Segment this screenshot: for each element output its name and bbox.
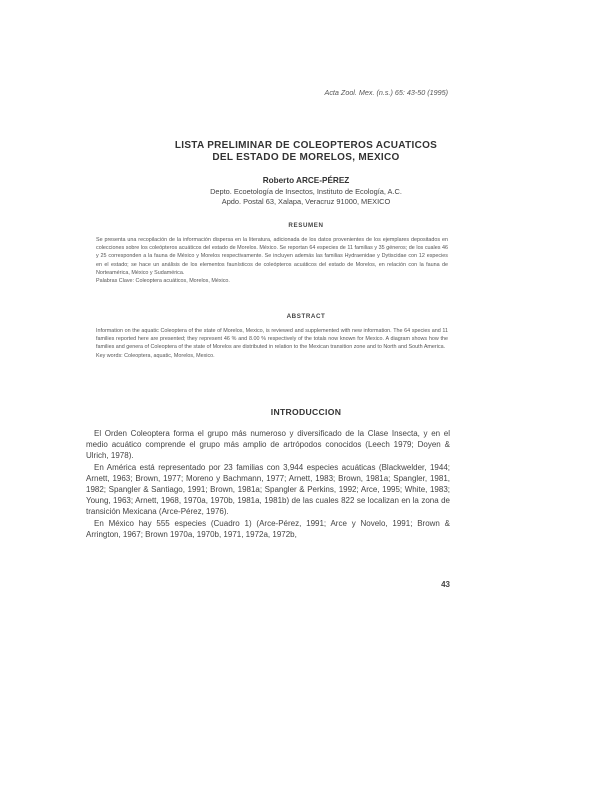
- intro-paragraph-1: El Orden Coleoptera forma el grupo más numeroso y diversificado de la Clase Insecta, y en el medio acuático comprende el grupo más amplio de artrópodos conocidos (Leech 1979; Doyen & Ulrich, 1978).: [86, 429, 450, 461]
- resumen-keywords: Palabras Clave: Coleoptera acuáticos, Morelos, México.: [96, 278, 230, 285]
- abstract-heading: ABSTRACT: [286, 313, 326, 320]
- title-line-2: DEL ESTADO DE MORELOS, MEXICO: [212, 152, 400, 163]
- resumen-heading: RESUMEN: [288, 222, 324, 229]
- author-affiliation: [90, 187, 522, 207]
- introduction-body: [86, 428, 450, 540]
- abstract-text: Information on the aquatic Coleoptera of the state of Morelos, Mexico, is reviewed and supplemented with new information. The 64 species and 11 families reported here are presented; they represent 46 % and 8.00 % respectively of the totals now known for Mexico. A diagram shows how the families and genera of Coleoptera of the state of Morelos are distributed in relation to the Mexican transition zone and to North and South America.: [96, 328, 448, 351]
- intro-paragraph-3: En México hay 555 especies (Cuadro 1) (Arce-Pérez, 1991; Arce y Novelo, 1991; Brown & Arrington, 1967; Brown 1970a, 1970b, 1971, 1972a, 1972b,: [86, 518, 450, 539]
- introduction-heading: INTRODUCCION: [270, 407, 342, 417]
- abstract-block: [96, 327, 448, 360]
- abstract-keywords: Key words: Coleoptera, aquatic, Morelos, Mexico.: [96, 352, 215, 359]
- article-title: [90, 140, 522, 164]
- author-name: Roberto ARCE-PÉREZ: [262, 176, 350, 185]
- intro-paragraph-2: En América está representado por 23 familias con 3,944 especies acuáticas (Blackwelder, 1944; Arnett, 1963; Brown, 1977; Moreno y Bachmann, 1977; Arnett, 1983; Brown, 1981a; Spangler, 1981, 1982; Spangler & Santiago, 1991; Brown, 1981a; Spangler & Perkins, 1992; Arce, 1995; White, 1983; Young, 1963; Arnett, 1968, 1970a, 1970b, 1981a, 1981b) de las cuales 822 se localizan en la zona de transición Mexicana (Arce-Pérez, 1976).: [86, 462, 450, 517]
- title-line-1: LISTA PRELIMINAR DE COLEOPTEROS ACUATICOS: [174, 140, 438, 151]
- affiliation-line-2: Apdo. Postal 63, Xalapa, Veracruz 91000, MEXICO: [221, 197, 391, 206]
- page-number: 43: [441, 580, 450, 589]
- resumen-text: Se presenta una recopilación de la información dispersa en la literatura, adicionada de los datos provenientes de los ejemplares depositados en colecciones sobre los coleópteros acuáticos del estado de Morelos. México. Se reportan 64 especies de 11 familias y 35 géneros; de los cuales 46 y 25 corresponden a la fauna de México y Morelos respectivamente. Se incluyen además las familias Hydraenidae y Dytiscidae con 12 especies en el estado; se hace un análisis de los elementos faunísticos de coleópteros acuáticos del estado de Morelos, en relación con la fauna de Norteamérica, México y Sudamérica.: [96, 237, 448, 276]
- resumen-block: [96, 236, 448, 285]
- affiliation-line-1: Depto. Ecoetología de Insectos, Instituto de Ecología, A.C.: [210, 187, 402, 196]
- journal-reference: Acta Zool. Mex. (n.s.) 65: 43-50 (1995): [324, 88, 448, 97]
